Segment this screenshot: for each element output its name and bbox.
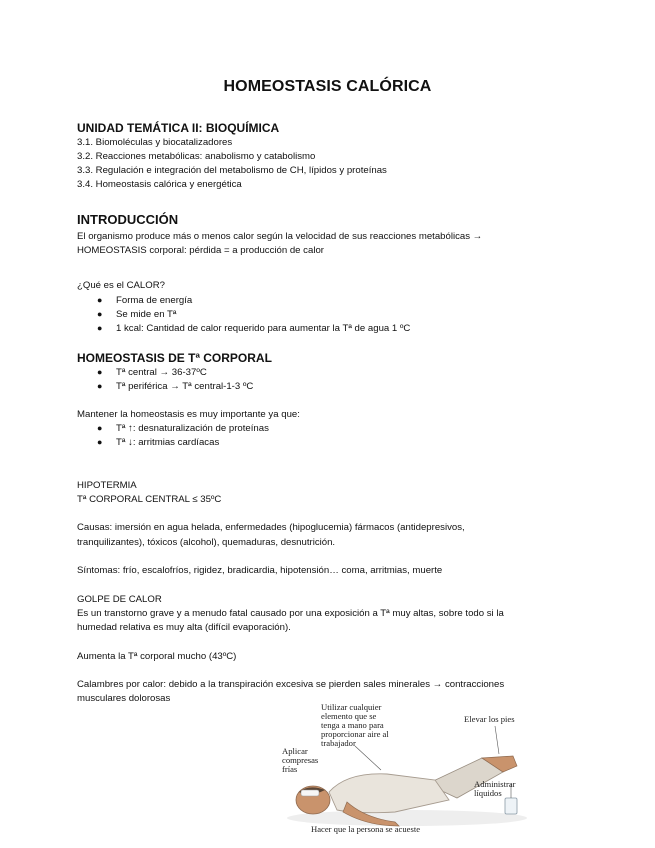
importance-intro: Mantener la homeostasis es muy importante ya que: xyxy=(77,409,300,420)
figure-label-lie: Hacer que la persona se acueste xyxy=(311,824,421,834)
calor-bullet: Forma de energía xyxy=(116,295,193,306)
bullet-icon: ● xyxy=(97,295,103,305)
figure-label-fan: tenga a mano para xyxy=(321,720,384,730)
golpe-cramps: musculares dolorosas xyxy=(77,693,171,704)
unit-item: 3.3. Regulación e integración del metabolismo de CH, lípidos y proteínas xyxy=(77,165,387,176)
figure-label-compress: Aplicar xyxy=(282,746,308,756)
homeo-temp-heading: HOMEOSTASIS DE Tª CORPORAL xyxy=(77,351,272,365)
bullet-icon: ● xyxy=(97,437,103,447)
figure-label-feet: Elevar los pies xyxy=(464,714,515,724)
figure-label-fan: trabajador xyxy=(321,738,356,748)
pointer-line xyxy=(495,726,499,754)
unit-item: 3.4. Homeostasis calórica y energética xyxy=(77,179,242,190)
intro-heading: INTRODUCCIÓN xyxy=(77,212,179,227)
pointer-line xyxy=(355,746,381,770)
calor-bullet: Se mide en Tª xyxy=(116,309,177,320)
figure-label-liquids: líquidos xyxy=(474,788,502,798)
golpe-line: Es un transtorno grave y a menudo fatal causado por una exposición a Tª muy altas, sobre todo si la xyxy=(77,608,504,619)
unit-item: 3.2. Reacciones metabólicas: anabolismo y catabolismo xyxy=(77,151,316,162)
water-glass xyxy=(505,798,517,814)
intro-line: HOMEOSTASIS corporal: pérdida = a producción de calor xyxy=(77,245,324,256)
figure-label-compress: frías xyxy=(282,764,298,774)
hipotermia-causes: tranquilizantes), tóxicos (alcohol), quemaduras, desnutrición. xyxy=(77,537,336,548)
figure-label-fan: proporcionar aire al xyxy=(321,729,389,739)
hipotermia-definition: Tª CORPORAL CENTRAL ≤ 35ºC xyxy=(77,494,222,505)
unit-item: 3.1. Biomoléculas y biocatalizadores xyxy=(77,137,233,148)
bullet-icon: ● xyxy=(97,381,103,391)
homeo-temp-bullet: Tª central → 36-37ºC xyxy=(116,367,207,378)
intro-line: El organismo produce más o menos calor según la velocidad de sus reacciones metabólicas → xyxy=(77,231,483,242)
compress xyxy=(301,790,319,796)
calor-bullet: 1 kcal: Cantidad de calor requerido para aumentar la Tª de agua 1 ºC xyxy=(116,323,411,334)
figure-label-fan: elemento que se xyxy=(321,711,377,721)
figure-label-compress: compresas xyxy=(282,755,319,765)
hipotermia-causes: Causas: imersión en agua helada, enfermedades (hipoglucemia) fármacos (antidepresivos, xyxy=(77,522,465,533)
homeo-temp-bullet: Tª periférica → Tª central-1-3 ºC xyxy=(116,381,254,392)
bullet-icon: ● xyxy=(97,367,103,377)
calor-question: ¿Qué es el CALOR? xyxy=(77,280,165,291)
unit-heading: UNIDAD TEMÁTICA II: BIOQUÍMICA xyxy=(77,121,280,135)
golpe-temp: Aumenta la Tª corporal mucho (43ºC) xyxy=(77,651,237,662)
page-title: HOMEOSTASIS CALÓRICA xyxy=(223,78,432,95)
hipotermia-heading: HIPOTERMIA xyxy=(77,480,137,491)
bullet-icon: ● xyxy=(97,309,103,319)
golpe-heading: GOLPE DE CALOR xyxy=(77,594,162,605)
importance-bullet: Tª ↑: desnaturalización de proteínas xyxy=(116,423,269,434)
figure-label-fan: Utilizar cualquier xyxy=(321,702,382,712)
golpe-cramps: Calambres por calor: debido a la transpiración excesiva se pierden sales minerales → contracciones xyxy=(77,679,505,690)
figure-label-liquids: Administrar xyxy=(474,779,516,789)
hipotermia-symptoms: Síntomas: frío, escalofríos, rigidez, bradicardia, hipotensión… coma, arritmias, muerte xyxy=(77,565,443,576)
importance-bullet: Tª ↓: arritmias cardíacas xyxy=(116,437,220,448)
golpe-line: humedad relativa es muy alta (difícil evaporación). xyxy=(77,622,291,633)
bullet-icon: ● xyxy=(97,423,103,433)
bullet-icon: ● xyxy=(97,323,103,333)
first-aid-illustration xyxy=(277,700,539,836)
